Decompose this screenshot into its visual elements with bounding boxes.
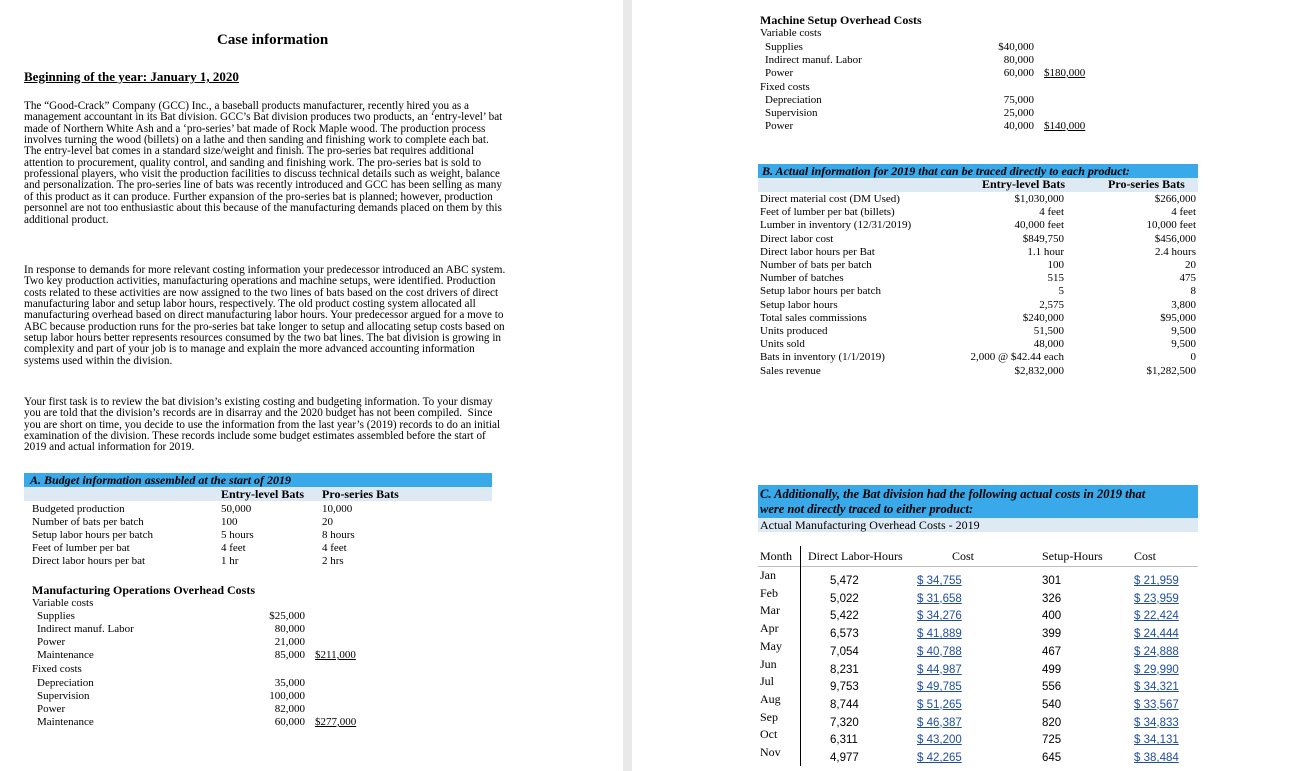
setup-hours: 725	[1042, 734, 1062, 747]
cost-value: $40,000	[998, 41, 1034, 53]
pro-value: 2.4 hours	[1155, 245, 1196, 258]
labor-cost: $ 41,889	[917, 628, 962, 641]
month-label: Feb	[760, 585, 778, 600]
setup-cost: $ 33,567	[1134, 698, 1179, 711]
pro-value: $266,000	[1154, 193, 1196, 205]
month-label: Mar	[760, 603, 780, 618]
entry-value: 4 feet	[221, 542, 246, 554]
entry-value: $240,000	[1022, 311, 1064, 324]
cost-label: Power	[37, 636, 66, 648]
labor-cost: $ 40,788	[917, 645, 962, 658]
cost-total: $140,000	[1044, 120, 1086, 132]
paragraph-line: professional players, who visit the production facilities to discuss technical details such as weight, balance	[24, 168, 500, 181]
paragraph-line: The “Good-Crack” Company (GCC) Inc., a baseball products manufacturer, recently hired you as a	[24, 100, 470, 112]
cost-label: Maintenance	[37, 649, 94, 661]
entry-value: $1,030,000	[1014, 193, 1064, 205]
month-label: Nov	[760, 745, 781, 759]
setup-hours: 820	[1042, 716, 1062, 729]
cost-value: 100,000	[269, 690, 305, 702]
entry-value: 5 hours	[221, 529, 254, 541]
row-label: Total sales commissions	[760, 311, 867, 324]
setup-cost: $ 22,424	[1134, 610, 1179, 623]
row-label: Direct labor hours per bat	[32, 555, 146, 567]
row-label: Bats in inventory (1/1/2019)	[760, 351, 885, 364]
paragraph-line: In response to demands for more relevant costing information your predecessor introduced an ABC system.	[24, 264, 506, 276]
setup-cost: $ 34,131	[1134, 734, 1179, 747]
paragraph-line: costs related to these activities are now assigned to the two lines of bats based on the cost drivers of direct	[24, 286, 499, 299]
paragraph-line: you are short on time, you decide to use the information from the last year’s (2019) records to do an initial	[24, 418, 501, 431]
mfg-fixed-label: Fixed costs	[32, 663, 82, 675]
paragraph-line: you are told that the division’s records are in disarray and the 2020 budget has not been compiled. Since	[24, 407, 493, 420]
paragraph-line: manufacturing overhead based on direct manufacturing labor hours. Your predecessor argued for a move to	[24, 309, 504, 322]
entry-value: 50,000	[221, 503, 252, 515]
setup-hours: 467	[1042, 645, 1062, 658]
month-label: Aug	[760, 691, 781, 706]
cost-label: Supplies	[765, 41, 803, 53]
month-label: Jan	[760, 568, 776, 582]
labor-cost: $ 34,755	[917, 575, 962, 587]
month-label: Oct	[760, 727, 778, 742]
cost-value: $25,000	[269, 610, 305, 622]
row-label: Budgeted production	[32, 503, 125, 515]
pro-value: 10,000	[322, 503, 353, 515]
direct-labor-hours: 6,311	[830, 734, 858, 747]
entry-value: 100	[221, 516, 238, 528]
cost-total: $211,000	[315, 649, 356, 661]
cost-value: 40,000	[1003, 120, 1034, 132]
paragraph-line: Two key production activities, manufacturing operations and machine setups, were identified. Production	[24, 275, 496, 288]
month-label: Sep	[760, 709, 778, 724]
pro-value: 0	[1190, 351, 1196, 364]
paragraph-line: examination of the division. These records include some budget estimates assembled before the start of	[24, 430, 486, 443]
cost-value: 60,000	[274, 716, 305, 728]
row-label: Units sold	[760, 338, 805, 351]
section-a-col-entry: Entry-level Bats	[221, 487, 304, 501]
row-label: Sales revenue	[760, 364, 821, 377]
entry-value: 2,000 @ $42.44 each	[970, 351, 1064, 364]
cost-total: $277,000	[315, 716, 357, 728]
column-header: Direct Labor-Hours	[808, 549, 903, 563]
paragraph-line: and personalization. The pro-series line of bats was recently introduced and GCC has been selling as many	[24, 179, 502, 192]
paragraph-line: made of Northern White Ash and a ‘pro-series’ bat made of Rock Maple wood. The production process	[24, 122, 486, 135]
setup-overhead-title: Machine Setup Overhead Costs	[760, 13, 922, 27]
cost-total: $180,000	[1044, 67, 1086, 79]
setup-cost: $ 23,959	[1134, 592, 1179, 605]
cost-label: Supplies	[37, 610, 75, 622]
right-page	[632, 0, 1294, 771]
section-b-col-entry: Entry-level Bats	[982, 177, 1065, 191]
setup-cost: $ 24,444	[1134, 628, 1179, 641]
row-label: Feet of lumber per bat (billets)	[760, 206, 895, 219]
entry-value: 4 feet	[1039, 206, 1064, 219]
section-c-header-rule	[758, 566, 1198, 567]
paragraph-line: systems used within the division.	[24, 354, 173, 367]
setup-hours: 556	[1042, 681, 1062, 694]
month-label: Jul	[760, 674, 775, 689]
section-c-title-line1: C. Additionally, the Bat division had the following actual costs in 2019 that	[760, 487, 1146, 501]
setup-hours: 540	[1042, 698, 1062, 711]
entry-value: 40,000 feet	[1014, 219, 1064, 232]
cost-label: Depreciation	[765, 94, 822, 106]
cost-value: 85,000	[274, 649, 305, 661]
paragraph-line: ABC because production runs for the pro-series bat take longer to setup and allocating setup costs based on	[24, 320, 505, 333]
pro-value: $456,000	[1154, 232, 1196, 245]
paragraph-line: attention to procurement, quality control, and sanding and finishing work. The pro-series bat is sold to	[24, 156, 482, 169]
entry-value: $849,750	[1022, 232, 1064, 245]
column-header: Setup-Hours	[1042, 549, 1103, 563]
month-label: Jun	[760, 656, 777, 671]
pro-value: 475	[1179, 272, 1196, 285]
entry-value: 515	[1047, 272, 1064, 285]
pro-value: 9,500	[1171, 325, 1196, 337]
labor-cost: $ 31,658	[917, 592, 962, 605]
pro-value: $1,282,500	[1146, 364, 1196, 377]
cost-value: 25,000	[1003, 107, 1034, 119]
beginning-heading: Beginning of the year: January 1, 2020	[24, 69, 239, 84]
section-c-title-line2: were not directly traced to either product:	[760, 502, 974, 516]
row-label: Setup labor hours	[760, 298, 838, 311]
section-b-col-pro: Pro-series Bats	[1108, 177, 1185, 191]
section-b-header: B. Actual information for 2019 that can be traced directly to each product:	[758, 164, 1198, 178]
paragraph-line: complexity and part of your job is to manage and explain the more advanced accounting information	[24, 343, 475, 356]
setup-cost: $ 29,990	[1134, 663, 1179, 676]
cost-label: Supervision	[765, 107, 818, 119]
setup-fixed-label: Fixed costs	[760, 81, 810, 93]
entry-value: 100	[1047, 259, 1064, 271]
paragraph-line: manufacturing labor and setup labor hours, respectively. The old product costing system allocated all	[24, 298, 476, 311]
cost-value: 75,000	[1003, 94, 1034, 106]
row-label: Direct labor hours per Bat	[760, 245, 875, 258]
mfg-variable-label: Variable costs	[32, 597, 94, 609]
cost-label: Power	[37, 703, 66, 715]
direct-labor-hours: 6,573	[830, 628, 859, 641]
pro-value: 4 feet	[1171, 206, 1196, 219]
cost-label: Depreciation	[37, 677, 94, 689]
pro-value: $95,000	[1160, 311, 1196, 324]
row-label: Direct material cost (DM Used)	[760, 193, 900, 205]
setup-cost: $ 21,959	[1134, 575, 1179, 587]
pro-value: 8 hours	[322, 529, 355, 541]
entry-value: 1 hr	[221, 555, 239, 567]
entry-value: 1.1 hour	[1027, 245, 1064, 258]
labor-cost: $ 49,785	[917, 681, 962, 694]
row-label: Direct labor cost	[760, 232, 834, 245]
setup-hours: 326	[1042, 592, 1062, 605]
row-label: Number of batches	[760, 272, 844, 285]
row-label: Units produced	[760, 325, 828, 337]
case-title: Case information	[217, 32, 329, 48]
labor-cost: $ 34,276	[917, 610, 962, 623]
paragraph-line: management accountant in its Bat division. GCC’s Bat division produces two products, an ‘entry-level’ bat	[24, 111, 503, 124]
labor-cost: $ 42,265	[917, 752, 962, 764]
cost-value: 60,000	[1003, 67, 1034, 79]
section-c-subtitle: Actual Manufacturing Overhead Costs - 2019	[760, 518, 980, 532]
pro-value: 2 hrs	[322, 555, 344, 567]
pro-value: 20	[1185, 259, 1196, 271]
entry-value: 5	[1058, 285, 1064, 298]
cost-value: 82,000	[274, 703, 305, 715]
labor-cost: $ 44,987	[917, 663, 962, 676]
paragraph-line: Your first task is to review the bat division’s existing costing and budgeting information. To your dismay	[24, 396, 493, 408]
entry-value: $2,832,000	[1014, 364, 1064, 377]
setup-cost: $ 34,833	[1134, 716, 1179, 729]
pro-value: 9,500	[1171, 338, 1196, 351]
setup-cost: $ 34,321	[1134, 681, 1179, 694]
direct-labor-hours: 7,320	[830, 716, 859, 729]
setup-hours: 399	[1042, 628, 1062, 641]
labor-cost: $ 43,200	[917, 734, 962, 747]
row-label: Lumber in inventory (12/31/2019)	[760, 219, 912, 232]
column-header: Cost	[1134, 549, 1157, 563]
row-label: Setup labor hours per batch	[32, 529, 153, 541]
month-label: Apr	[760, 621, 779, 636]
column-header: Cost	[952, 549, 975, 563]
paragraph-line: involves turning the wood (billets) on a lathe and then sanding and finishing work to complete each bat.	[24, 134, 489, 147]
left-page	[0, 0, 623, 771]
pro-value: 10,000 feet	[1146, 219, 1196, 232]
pro-value: 4 feet	[322, 542, 347, 554]
cost-value: 80,000	[1003, 54, 1034, 66]
direct-labor-hours: 5,472	[830, 575, 859, 587]
paragraph-line: additional product.	[24, 213, 109, 226]
setup-cost: $ 38,484	[1134, 752, 1179, 764]
labor-cost: $ 46,387	[917, 716, 962, 729]
paragraph-line: personnel are not too enthusiastic about this because of the manufacturing demands placed on them by this	[24, 202, 502, 215]
paragraph-line: 2019 and actual information for 2019.	[24, 441, 195, 454]
cost-value: 35,000	[274, 677, 305, 689]
paragraph-line: of this product as it can produce. Further expansion of the pro-series bat is planned; however, production	[24, 190, 493, 203]
pro-value: 20	[322, 516, 333, 528]
cost-value: 21,000	[274, 636, 305, 648]
section-a-header: A. Budget information assembled at the start of 2019	[24, 473, 492, 487]
setup-hours: 645	[1042, 752, 1062, 764]
setup-hours: 499	[1042, 663, 1062, 676]
cost-label: Indirect manuf. Labor	[37, 623, 134, 635]
column-header: Month	[760, 549, 793, 563]
month-label: May	[760, 638, 782, 653]
labor-cost: $ 51,265	[917, 698, 962, 711]
cost-value: 80,000	[274, 623, 305, 635]
paragraph-line: The entry-level bat comes in a standard size/weight and finish. The pro-series bat requires additional	[24, 145, 474, 158]
row-label: Feet of lumber per bat	[32, 542, 130, 554]
cost-label: Power	[765, 120, 794, 132]
cost-label: Power	[765, 67, 794, 79]
entry-value: 48,000	[1033, 338, 1064, 351]
entry-value: 51,500	[1033, 325, 1064, 337]
direct-labor-hours: 8,231	[830, 663, 859, 676]
mfg-overhead-title: Manufacturing Operations Overhead Costs	[32, 583, 255, 597]
pro-value: 8	[1190, 285, 1196, 298]
setup-hours: 301	[1042, 575, 1062, 587]
entry-value: 2,575	[1039, 298, 1064, 311]
row-label: Number of bats per batch	[760, 259, 872, 271]
setup-cost: $ 24,888	[1134, 645, 1179, 658]
pro-value: 3,800	[1171, 298, 1196, 311]
cost-label: Maintenance	[37, 716, 94, 728]
paragraph-line: setup labor hours better represents resources consumed by the two bat lines. The bat division is growing in	[24, 332, 502, 345]
direct-labor-hours: 8,744	[830, 698, 859, 711]
section-c-header	[758, 485, 1198, 518]
cost-label: Indirect manuf. Labor	[765, 54, 862, 66]
direct-labor-hours: 5,022	[830, 592, 859, 605]
direct-labor-hours: 5,422	[830, 610, 859, 623]
row-label: Number of bats per batch	[32, 516, 144, 528]
section-a-col-pro: Pro-series Bats	[322, 487, 399, 501]
direct-labor-hours: 7,054	[830, 645, 859, 658]
section-c-month-rule	[800, 546, 801, 766]
direct-labor-hours: 9,753	[830, 681, 859, 694]
row-label: Setup labor hours per batch	[760, 285, 881, 298]
cost-label: Supervision	[37, 690, 90, 702]
setup-hours: 400	[1042, 610, 1062, 623]
direct-labor-hours: 4,977	[830, 752, 859, 764]
setup-variable-label: Variable costs	[760, 27, 822, 39]
